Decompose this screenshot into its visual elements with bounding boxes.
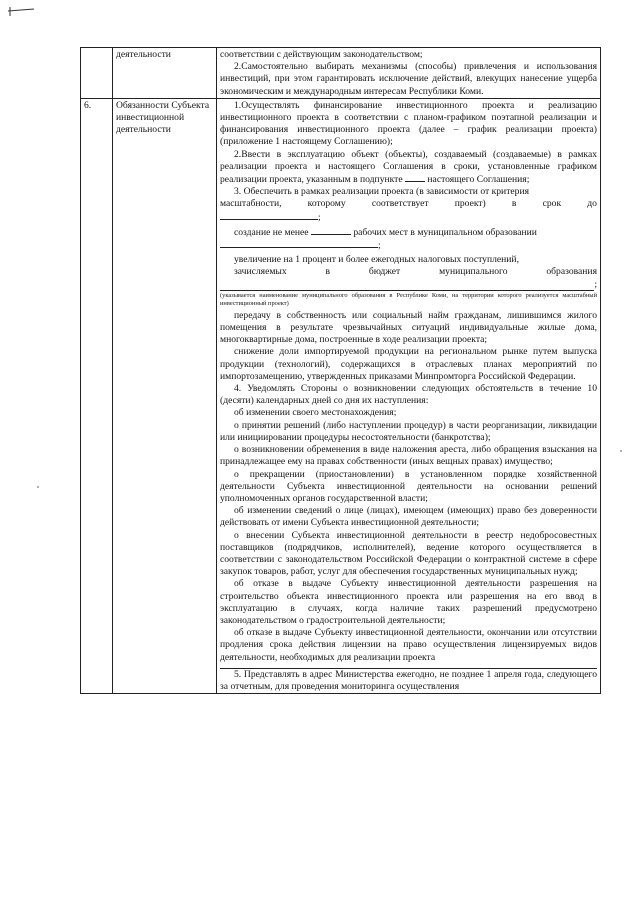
- table-row-prev: [81, 48, 601, 99]
- row-body-cell: [217, 48, 601, 99]
- paragraph: 3. Обеспечить в рамках реализации проекта (в зависимости от критерия: [234, 186, 529, 198]
- scan-speck: [620, 450, 622, 452]
- blank-line: ;: [220, 279, 597, 291]
- paragraph: снижение доли импортируемой продукции на региональном рынке путем выпуска продукции (технологий), содержащихся в отраслевых планах мероприятий по импортозамещению, утвержденных приказами Минпромторга Российской Федерации.: [220, 346, 597, 382]
- footnote: (указывается наименование муниципального образования в Республике Коми, на территории которого реализуется масштабный инвестиционный проект): [220, 291, 597, 307]
- row-name-cell: [113, 98, 217, 693]
- paragraph: 1.Осуществлять финансирование инвестиционного проекта и реализацию инвестиционного проекта в соответствии с планом-графиком поэтапной реализации и финансирования инвестиционного проекта (далее – график реализации проекта) (приложение 1 настоящему Соглашению);: [220, 99, 597, 148]
- list-item: об отказе в выдаче Субъекту инвестиционной деятельности разрешения на строительство объекта инвестиционного проекта или разрешения на его ввод в эксплуатацию в случаях, когда наличие таких разрешений предусмотрено законодательством о градостроительной деятельности;: [220, 578, 597, 626]
- scan-speck: [37, 486, 39, 488]
- list-item: о принятии решений (либо наступлении процедур) в части реорганизации, ликвидации или инициировании процедуры несостоятельности (банкротства);: [220, 419, 597, 443]
- row-body-cell: [217, 98, 601, 693]
- agreement-table: [80, 47, 601, 694]
- spread-line: зачисляемых в бюджет муниципального образования: [234, 266, 597, 278]
- paragraph: 5. Представлять в адрес Министерства ежегодно, не позднее 1 апреля года, следующего за отчетным, для проведения мониторинга осуществления: [220, 668, 597, 692]
- paragraph: увеличение на 1 процент и более ежегодных налоговых поступлений,: [234, 254, 519, 266]
- row-number: 6.: [84, 99, 92, 111]
- list-item: об изменении сведений о лице (лицах), имеющем (имеющих) право без доверенности действовать от имени Субъекта инвестиционной деятельности;: [220, 505, 597, 529]
- row-name: Обязанности Субъекта инвестиционной деятельности: [116, 99, 210, 136]
- row-number-empty: [81, 48, 113, 99]
- blank-line: ;: [220, 211, 597, 224]
- row-name: деятельности: [116, 49, 171, 60]
- list-item: о внесении Субъекта инвестиционной деятельности в реестр недобросовестных поставщиков (подрядчиков, исполнителей), ведение которого осуществляется в соответствии с законодательством Российской Федерации о контрактной системе в сфере закупок товаров, работ, услуг для обеспечения государственных муниципальных нужд;: [220, 529, 597, 578]
- list-item: об изменении своего местонахождения;: [234, 407, 397, 419]
- blank-line: ;: [220, 239, 597, 252]
- paragraph: 4. Уведомлять Стороны о возникновении следующих обстоятельств в течение 10 (десяти) календарных дней со дня их наступления:: [220, 383, 597, 407]
- paragraph: 2.Самостоятельно выбирать механизмы (способы) привлечения и использования инвестиций, при этом гарантировать исключение действий, влекущих нанесение ущерба экономическим и международным интересам Республики Коми.: [220, 61, 597, 97]
- table-row-6: [81, 98, 601, 693]
- row-number-cell: [81, 98, 113, 693]
- list-item: о возникновении обременения в виде наложения ареста, либо обращения взыскания на принадлежащее ему на правах собственности (иных вещных правах) имущество;: [220, 444, 597, 468]
- list-item: о прекращении (приостановлении) в установленном порядке хозяйственной деятельности Субъекта инвестиционной деятельности на основании решений уполномоченных органов государственной власти;: [220, 468, 597, 504]
- list-item: об отказе в выдаче Субъекту инвестиционной деятельности, окончании или отсутствии продления срока действия лицензии на право осуществления лицензируемых видов деятельности, необходимых для реализации проекта: [220, 627, 597, 663]
- spread-line: масштабности, которому соответствует проект) в срок до: [220, 198, 597, 210]
- paragraph: соответствии с действующим законодательством;: [220, 49, 423, 60]
- paragraph: создание не менее рабочих мест в муниципальном образовании: [234, 226, 537, 238]
- row-name-cell: [113, 48, 217, 99]
- paragraph: передачу в собственность или социальный найм гражданам, лишившимся жилого помещения в результате чрезвычайных ситуаций индивидуальные жилые дома, многоквартирные дома, построенные в ходе реализации проекта;: [220, 309, 597, 346]
- paragraph: 2.Ввести в эксплуатацию объект (объекты), создаваемый (создаваемые) в рамках реализации проекта и настоящего Соглашения в сроки, установленные графиком реализации проекта, указанным в подпункте настоящего Соглашения;: [220, 148, 597, 186]
- scan-corner-mark: [6, 4, 36, 18]
